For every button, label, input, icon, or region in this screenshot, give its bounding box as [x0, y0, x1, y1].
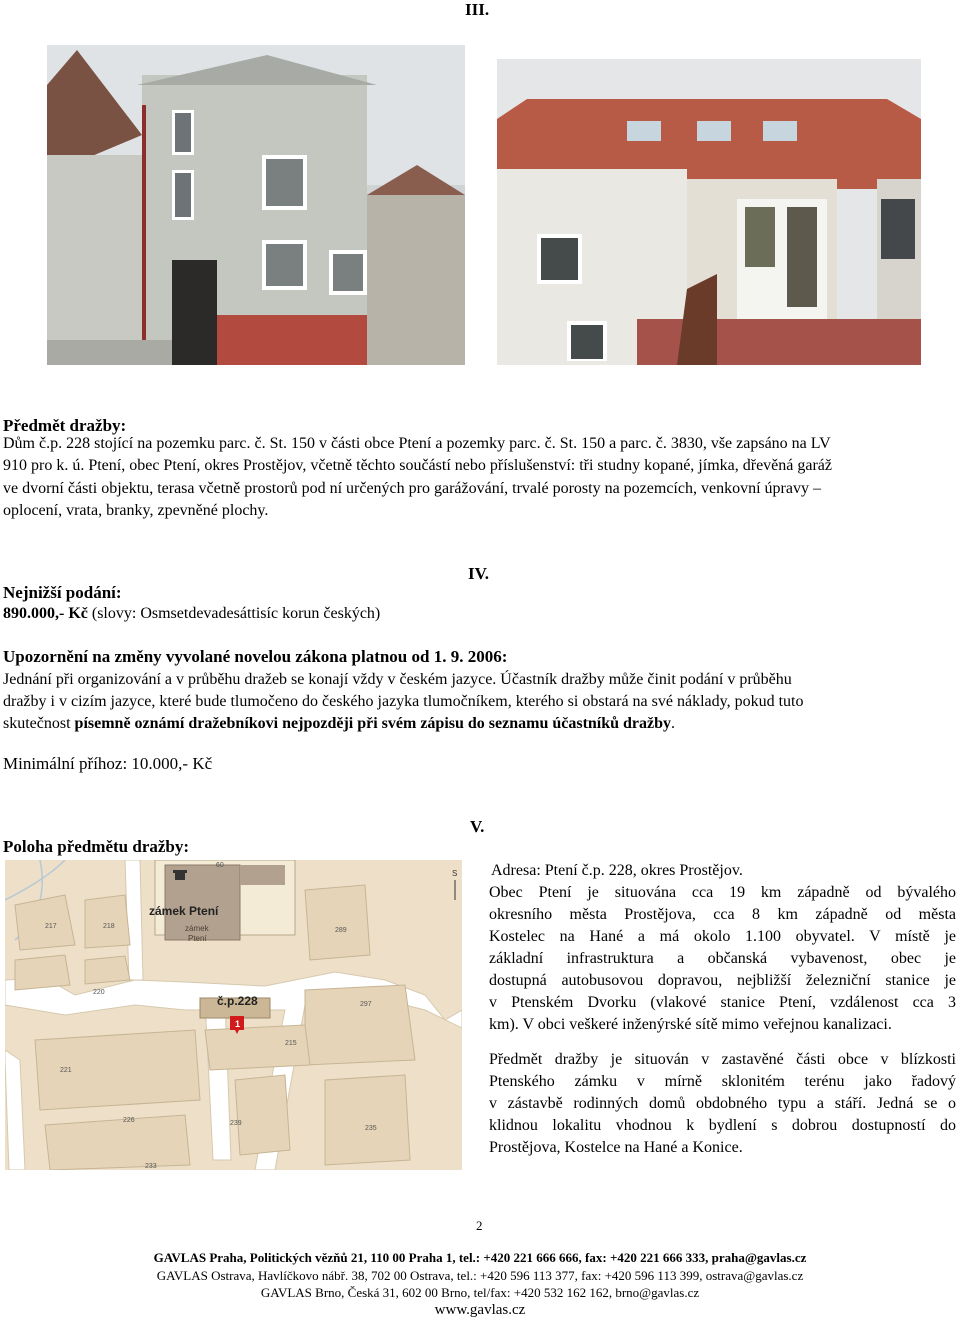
map-number-235: 235 — [365, 1125, 377, 1132]
notice-line-1-b: Účastník dražby může činit podání v průběhu — [496, 671, 792, 688]
footer-praha: GAVLAS Praha, Politických vězňů 21, 110 00 Praha 1, tel.: +420 221 666 666, fax: +420 221 666 333, praha@gavlas.cz — [153, 1250, 807, 1265]
para1-line-4: základní infrastruktura a občanská vybavenost, obec je — [489, 950, 956, 967]
footer-ostrava: GAVLAS Ostrava, Havlíčkovo nábř. 38, 702 00 Ostrava, tel.: +420 596 113 377, fax: +420 596 113 399, ostrava@gavlas.cz — [156, 1268, 804, 1283]
notice-line-1-a: Jednání při organizování a v průběhu dražeb se konají vždy v českém jazyce. — [3, 671, 497, 688]
map-castle-icon — [173, 870, 187, 880]
notice-line-2: dražby i v cizím jazyce, které bude tlumočeno do českého jazyka tlumočníkem, kterého si obstará na své náklady, pokud tuto — [3, 693, 804, 710]
map-castle-sub1: zámek — [185, 924, 209, 933]
photo-house-courtyard — [497, 59, 921, 365]
section-number-4: IV. — [468, 564, 489, 583]
notice-line-3 — [3, 713, 675, 735]
para2-line-4: klidnou lokalitu vhodnou k bydlení s dobrou dostupností do — [489, 1117, 956, 1134]
lowest-bid-words: (slovy: Osmsetdevadesáttisíc korun českých) — [87, 605, 381, 622]
lowest-bid-amount: 890.000,- Kč — [3, 605, 88, 622]
notice-heading: Upozornění na změny vyvolané novelou zákona platnou od 1. 9. 2006: — [3, 647, 508, 666]
subject-line-2 — [3, 455, 832, 477]
para2-line-3: v zástavbě rodinných domů obdobného typu a stáří. Jedná se o — [489, 1095, 956, 1112]
subject-line-2-lead: 910 pro k. ú. — [3, 457, 85, 474]
map-number-233: 233 — [145, 1163, 157, 1170]
map-number-239: 239 — [230, 1120, 242, 1127]
para1-line-5: dostupná autobusovou dopravou, nejbližší železniční stanice je — [489, 972, 956, 989]
para2-line-5: Prostějova, Kostelce na Hané a Konice. — [489, 1139, 743, 1156]
para2-line-1: Předmět dražby je situován v zastavěné části obce v blízkosti — [489, 1051, 956, 1068]
svg-text:S: S — [452, 869, 458, 878]
map-number-217: 217 — [45, 923, 57, 930]
location-heading: Poloha předmětu dražby: — [3, 837, 190, 856]
subject-line-3: ve dvorní části objektu, terasa včetně prostorů pod ní určených pro garážování, trvalé porosty na pozemcích, venkovní úpravy – — [3, 480, 821, 497]
notice-line-3-bold: písemně oznámí dražebníkovi nejpozději při svém zápisu do seznamu účastníků dražby — [74, 715, 672, 732]
photo-house-facade — [47, 45, 465, 365]
subject-heading: Předmět dražby: — [3, 416, 127, 435]
map-number-297: 297 — [360, 1001, 372, 1008]
location-para-1 — [489, 882, 956, 1036]
map-number-226: 226 — [123, 1117, 135, 1124]
min-increment: Minimální příhoz: 10.000,- Kč — [3, 754, 213, 773]
location-para-2 — [489, 1049, 956, 1159]
footer-brno: GAVLAS Brno, Česká 31, 602 00 Brno, tel/fax: +420 532 162 162, brno@gavlas.cz — [260, 1285, 700, 1300]
map-number-215: 215 — [285, 1040, 297, 1047]
section-number-5: V. — [470, 817, 485, 836]
map-house-label: č.p.228 — [217, 994, 258, 1008]
subject-line-4: oplocení, vrata, branky, zpevněné plochy. — [3, 502, 269, 519]
footer-website[interactable]: www.gavlas.cz — [434, 1302, 526, 1318]
location-map — [5, 860, 462, 1170]
notice-line-3-a: skutečnost — [3, 715, 75, 732]
map-marker-number: 1 — [235, 1019, 241, 1029]
map-castle-sub2: Ptení — [188, 934, 207, 943]
subject-line-1: Dům č.p. 228 stojící na pozemku parc. č. St. 150 v části obce Ptení a pozemky parc. č. St. 150 a parc. č. 3830, vše zapsáno na LV — [3, 435, 831, 452]
map-number-289: 289 — [335, 927, 347, 934]
subject-line-2-rest: Ptení, obec Ptení, okres Prostějov, včetně těchto součástí nebo příslušenství: tři studny kopané, jímka, dřevěná garáž — [84, 457, 832, 474]
notice-line-3-end: . — [671, 715, 676, 732]
notice-line-1 — [3, 669, 792, 691]
para2-line-2: Ptenského zámku v mírně sklonitém terénu jako řadový — [489, 1073, 956, 1090]
para1-line-3: Kostelec na Hané a má okolo 1.100 obyvatel. V místě je — [489, 928, 956, 945]
map-number-218: 218 — [103, 923, 115, 930]
map-castle-label: zámek Ptení — [149, 904, 219, 918]
para1-line-1: Obec Ptení je situována cca 19 km západně od bývalého — [489, 884, 956, 901]
location-address: Adresa: Ptení č.p. 228, okres Prostějov. — [491, 862, 743, 879]
map-number-220: 220 — [93, 989, 105, 996]
para1-line-6: v Ptenském Dvorku (vlakové stanice Ptení, vzdálenost cca 3 — [489, 994, 956, 1011]
map-number-60: 60 — [216, 862, 224, 869]
map-number-221: 221 — [60, 1067, 72, 1074]
para1-line-2: okresního města Prostějova, cca 8 km západně od města — [489, 906, 956, 923]
section-number-3: III. — [465, 0, 490, 19]
para1-line-7: km). V obci veškeré inženýrské sítě mimo veřejnou kanalizaci. — [489, 1016, 892, 1033]
lowest-bid-line — [3, 603, 380, 625]
lowest-bid-heading: Nejnižší podání: — [3, 583, 122, 602]
page-number: 2 — [476, 1218, 483, 1233]
